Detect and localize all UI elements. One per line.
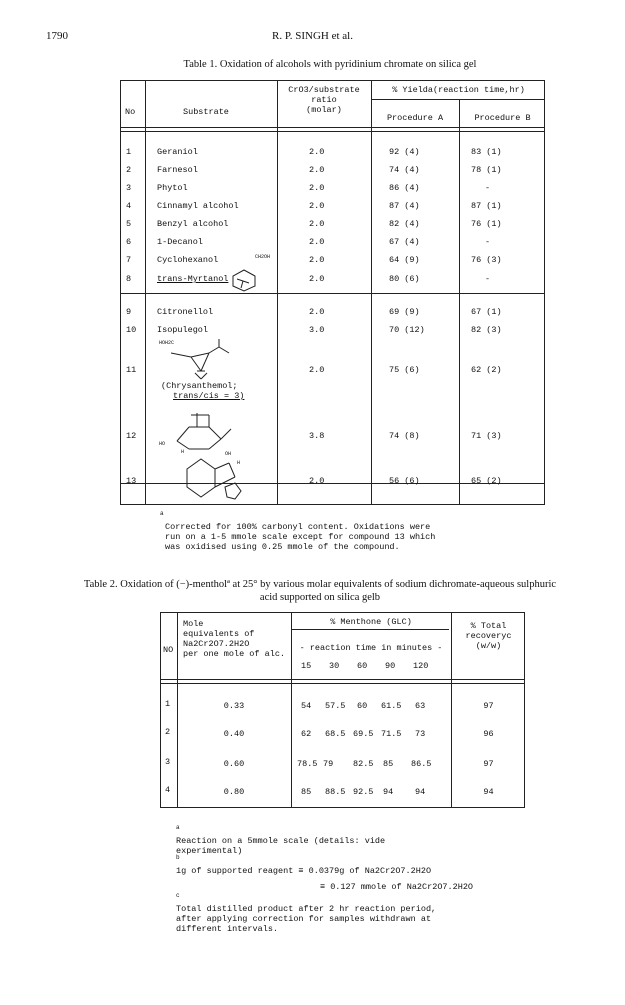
t2-header-menthone: % Menthone (GLC)	[330, 617, 412, 627]
row-substrate: Phytol	[157, 183, 188, 193]
table2-header-rule	[161, 683, 524, 684]
row-ratio: 3.8	[309, 431, 325, 441]
row-no: 3	[165, 757, 171, 767]
row-proc-b: 62 (2)	[471, 365, 502, 375]
row-proc-b: 87 (1)	[471, 201, 502, 211]
t1-footnote-line: run on a 1-5 mmole scale except for compound 13 which	[165, 532, 436, 542]
row-ratio: 2.0	[309, 365, 325, 375]
t2-footnote-line: Total distilled product after 2 hr reaction period,	[176, 904, 437, 914]
row-proc-a: 80 (6)	[389, 274, 420, 284]
row-ratio: 2.0	[309, 237, 325, 247]
row-proc-b: -	[485, 237, 491, 247]
row-proc-a: 67 (4)	[389, 237, 420, 247]
t2-minute-label: 60	[357, 661, 368, 671]
row-no: 2	[165, 727, 171, 737]
row-value: 85	[301, 787, 312, 797]
table2-subheader-rule	[291, 629, 449, 630]
t2-footnote-line: experimental)	[176, 846, 243, 856]
row-no: 10	[126, 325, 137, 335]
row-value: 68.5	[325, 729, 346, 739]
row-proc-b: 78 (1)	[471, 165, 502, 175]
row-proc-b: 82 (3)	[471, 325, 502, 335]
row-value: 86.5	[411, 759, 432, 769]
row-no: 13	[126, 476, 137, 486]
row-value: 62	[301, 729, 312, 739]
cyclohexanol-substituent-label: CH2OH	[255, 254, 271, 260]
row-proc-a: 82 (4)	[389, 219, 420, 229]
t2-header-total: recoveryc	[465, 631, 512, 641]
t2-header-mole: per one mole of alc.	[183, 649, 286, 659]
page-number: 1790	[46, 30, 68, 42]
row-proc-a: 74 (4)	[389, 165, 420, 175]
table2-caption	[60, 578, 580, 604]
row-no: 1	[165, 699, 171, 709]
t1-header-proc-a: Procedure A	[386, 113, 444, 123]
row-substrate: Benzyl alcohol	[157, 219, 229, 229]
compound-13-structure-icon	[181, 453, 249, 503]
row-equivalents: 0.80	[223, 787, 245, 797]
table1-header-rule	[121, 127, 544, 128]
s13-h-label: H	[237, 460, 241, 466]
row-proc-a: 87 (4)	[389, 201, 420, 211]
t1-header-yield: % Yielda(reaction time,hr)	[392, 85, 525, 95]
t2-minute-label: 90	[385, 661, 396, 671]
row-ratio: 2.0	[309, 255, 325, 265]
s12-ho-label: HO	[159, 441, 166, 447]
row-ratio: 2.0	[309, 183, 325, 193]
t2-minute-label: 15	[301, 661, 312, 671]
row-proc-b: 76 (3)	[471, 255, 502, 265]
row-proc-b: 65 (2)	[471, 476, 502, 486]
row-value: 94	[383, 787, 394, 797]
row-value: 63	[415, 701, 426, 711]
row-substrate: Farnesol	[157, 165, 198, 175]
row-no: 7	[126, 255, 132, 265]
row-ratio: 2.0	[309, 219, 325, 229]
row-no: 4	[165, 785, 171, 795]
row-proc-b: -	[485, 183, 491, 193]
chrysanthemol-oh-label: HOH2C	[159, 340, 175, 346]
row-proc-b: 71 (3)	[471, 431, 502, 441]
row-no: 8	[126, 274, 132, 284]
row-equivalents: 0.40	[223, 729, 245, 739]
row-equivalents: 0.60	[223, 759, 245, 769]
t1-footnote-line: was oxidised using 0.25 mmole of the compound.	[165, 542, 400, 552]
t2-footnote-line: different intervals.	[176, 924, 279, 934]
row-ratio: 2.0	[309, 307, 325, 317]
row-proc-a: 75 (6)	[389, 365, 420, 375]
row-substrate-ratio: trans/cis = 3)	[173, 391, 245, 401]
row-ratio: 2.0	[309, 476, 325, 486]
row-proc-b: -	[485, 274, 491, 284]
row-substrate: Cinnamyl alcohol	[157, 201, 239, 211]
row-total: 97	[483, 759, 494, 769]
t2-footnote-line: after applying correction for samples withdrawn at	[176, 914, 432, 924]
row-substrate: (Chrysanthemol;	[161, 381, 238, 391]
row-value: 73	[415, 729, 426, 739]
row-total: 96	[483, 729, 494, 739]
row-ratio: 2.0	[309, 201, 325, 211]
row-no: 1	[126, 147, 132, 157]
t2-header-total: (w/w)	[475, 641, 502, 651]
row-no: 6	[126, 237, 132, 247]
row-no: 9	[126, 307, 132, 317]
row-value: 71.5	[381, 729, 402, 739]
t2-footnote-line: ≡ 0.127 mmole of Na2Cr2O7.2H2O	[320, 882, 474, 892]
table2-caption-line: acid supported on silica gelb	[259, 592, 381, 603]
s12-h-label: H	[181, 449, 185, 455]
row-substrate: Cyclohexanol	[157, 255, 219, 265]
row-proc-a: 64 (9)	[389, 255, 420, 265]
t1-header-no: No	[125, 107, 136, 117]
table1-col-rule	[459, 100, 460, 504]
row-value: 61.5	[381, 701, 402, 711]
t2-header-total: % Total	[470, 621, 507, 631]
table1-header-rule	[121, 131, 544, 132]
t1-footnote-mark: a	[160, 510, 164, 518]
row-proc-b: 67 (1)	[471, 307, 502, 317]
row-ratio: 2.0	[309, 147, 325, 157]
row-no: 2	[126, 165, 132, 175]
t1-footnote-line: Corrected for 100% carbonyl content. Oxidations were	[165, 522, 431, 532]
row-proc-a: 86 (4)	[389, 183, 420, 193]
row-value: 79	[323, 759, 334, 769]
row-value: 54	[301, 701, 312, 711]
row-value: 92.5	[353, 787, 374, 797]
row-proc-a: 92 (4)	[389, 147, 420, 157]
row-no: 5	[126, 219, 132, 229]
row-value: 78.5	[297, 759, 318, 769]
row-no: 11	[126, 365, 137, 375]
row-ratio: 2.0	[309, 165, 325, 175]
t2-footnote-mark: c	[176, 892, 180, 900]
row-no: 3	[126, 183, 132, 193]
t1-header-proc-b: Procedure B	[474, 113, 531, 123]
t2-header-time: - reaction time in minutes -	[299, 643, 443, 653]
t1-header-ratio: (molar)	[306, 105, 342, 115]
t1-header-ratio: CrO3/substrate	[288, 85, 360, 95]
row-ratio: 2.0	[309, 274, 325, 284]
row-ratio: 3.0	[309, 325, 325, 335]
t2-footnote-mark: b	[176, 854, 180, 862]
t2-minute-label: 120	[413, 661, 429, 671]
t2-minute-label: 30	[329, 661, 340, 671]
t2-header-mole: equivalents of	[183, 629, 255, 639]
t2-header-mole: Mole	[183, 619, 204, 629]
row-proc-b: 83 (1)	[471, 147, 502, 157]
row-proc-a: 70 (12)	[389, 325, 425, 335]
row-substrate: Geraniol	[157, 147, 198, 157]
row-total: 97	[483, 701, 494, 711]
s13-oh-label: OH	[225, 451, 232, 457]
running-head: R. P. SINGH et al.	[272, 30, 353, 42]
t2-footnote-line: 1g of supported reagent ≡ 0.0379g of Na2Cr2O7.2H2O	[176, 866, 432, 876]
row-substrate: 1-Decanol	[157, 237, 203, 247]
row-proc-b: 76 (1)	[471, 219, 502, 229]
table1-row-rule	[121, 293, 544, 294]
table2-caption-line: Table 2. Oxidation of (−)-mentholª at 25° by various molar equivalents of sodium dichromate-aqueous sulphuric	[83, 579, 557, 590]
table1-caption: Table 1. Oxidation of alcohols with pyridinium chromate on silica gel	[183, 59, 477, 70]
t2-header-mole: Na2Cr2O7.2H2O	[183, 639, 250, 649]
row-value: 82.5	[353, 759, 374, 769]
t2-footnote-mark: a	[176, 824, 180, 832]
row-value: 57.5	[325, 701, 346, 711]
t1-header-ratio: ratio	[311, 95, 337, 105]
row-substrate: Isopulegol	[157, 325, 209, 335]
row-equivalents: 0.33	[223, 701, 245, 711]
row-no: 12	[126, 431, 137, 441]
row-total: 94	[483, 787, 494, 797]
chrysanthemol-structure-icon	[161, 339, 231, 379]
row-proc-a: 69 (9)	[389, 307, 420, 317]
table1	[120, 80, 545, 505]
myrtanol-structure-icon	[231, 269, 257, 291]
compound-12-structure-icon	[169, 411, 239, 451]
row-value: 94	[415, 787, 426, 797]
row-value: 85	[383, 759, 394, 769]
row-value: 69.5	[353, 729, 374, 739]
t2-header-no: NO	[163, 645, 174, 655]
row-value: 60	[357, 701, 368, 711]
row-no: 4	[126, 201, 132, 211]
t1-header-substrate: Substrate	[183, 107, 229, 117]
table1-subheader-rule	[371, 99, 544, 100]
table2-header-rule	[161, 679, 524, 680]
row-proc-a: 74 (8)	[389, 431, 420, 441]
table2	[160, 612, 525, 808]
t2-footnote-line: Reaction on a 5mmole scale (details: vide	[176, 836, 386, 846]
row-value: 88.5	[325, 787, 346, 797]
row-proc-a: 56 (6)	[389, 476, 420, 486]
row-substrate: trans-Myrtanol	[157, 274, 229, 284]
row-substrate: Citronellol	[157, 307, 214, 317]
